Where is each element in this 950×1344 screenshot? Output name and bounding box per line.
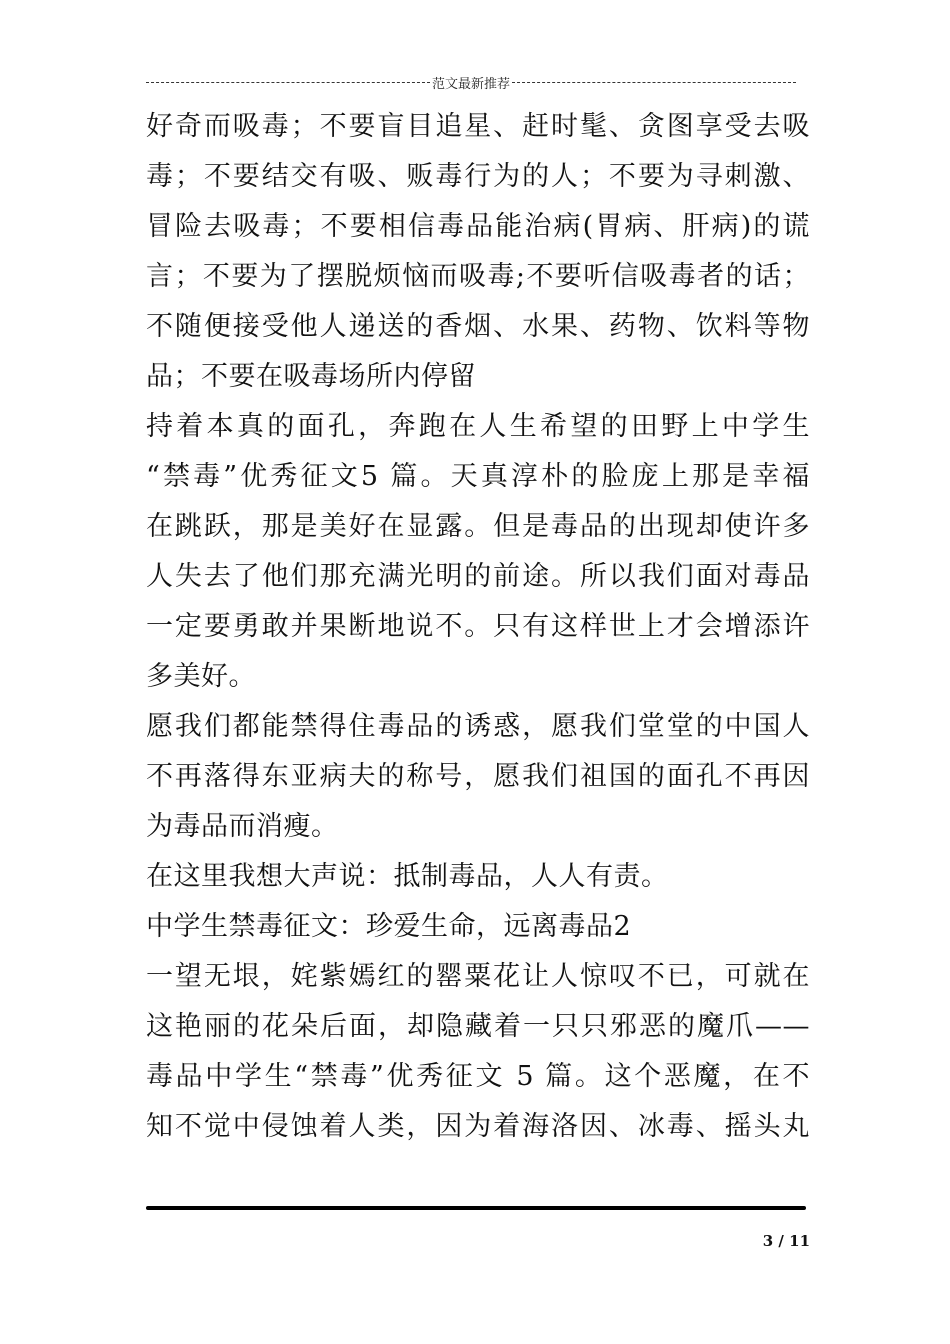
text-line: 知不觉中侵蚀着人类，因为着海洛因、冰毒、摇头丸 bbox=[146, 1111, 810, 1142]
text-line: 在这里我想大声说：抵制毒品，人人有责。 bbox=[146, 861, 669, 892]
header-title: 范文最新推荐 bbox=[432, 76, 511, 92]
text-line: 这艳丽的花朵后面，却隐藏着一只只邪恶的魔爪—— bbox=[146, 1011, 810, 1042]
text-line: 不再落得东亚病夫的称号，愿我们祖国的面孔不再因 bbox=[146, 761, 810, 792]
page-number: 3 / 11 bbox=[762, 1232, 810, 1250]
text-line: 一望无垠，姹紫嫣红的罂粟花让人惊叹不已，可就在 bbox=[146, 961, 810, 992]
footer-rule bbox=[146, 1206, 806, 1210]
header-dash-right bbox=[512, 82, 796, 83]
text-line: 不随便接受他人递送的香烟、水果、药物、饮料等物 bbox=[146, 311, 810, 342]
text-line: 毒品中学生“禁毒”优秀征文 5 篇。这个恶魔，在不 bbox=[146, 1061, 810, 1092]
text-line: 在跳跃，那是美好在显露。但是毒品的出现却使许多 bbox=[146, 511, 810, 542]
text-line: 多美好。 bbox=[146, 661, 256, 692]
text-line: 好奇而吸毒；不要盲目追星、赶时髦、贪图享受去吸 bbox=[146, 111, 810, 142]
text-line: 持着本真的面孔，奔跑在人生希望的田野上中学生 bbox=[146, 411, 810, 442]
text-line: 言；不要为了摆脱烦恼而吸毒;不要听信吸毒者的话； bbox=[146, 261, 810, 292]
document-body bbox=[146, 102, 810, 1152]
text-line: 毒；不要结交有吸、贩毒行为的人；不要为寻刺激、 bbox=[146, 161, 810, 192]
text-line: 为毒品而消瘦。 bbox=[146, 811, 339, 842]
text-line: 人失去了他们那充满光明的前途。所以我们面对毒品 bbox=[146, 561, 810, 592]
text-line: 愿我们都能禁得住毒品的诱惑，愿我们堂堂的中国人 bbox=[146, 711, 810, 742]
text-line: 品；不要在吸毒场所内停留 bbox=[146, 361, 476, 392]
page-header bbox=[146, 72, 796, 92]
text-line: “禁毒”优秀征文5 篇。天真淳朴的脸庞上那是幸福 bbox=[146, 461, 810, 492]
text-line: 一定要勇敢并果断地说不。只有这样世上才会增添许 bbox=[146, 611, 810, 642]
text-line: 中学生禁毒征文：珍爱生命，远离毒品2 bbox=[146, 911, 632, 942]
header-dash-left bbox=[146, 82, 430, 83]
text-line: 冒险去吸毒；不要相信毒品能治病(胃病、肝病)的谎 bbox=[146, 211, 810, 242]
